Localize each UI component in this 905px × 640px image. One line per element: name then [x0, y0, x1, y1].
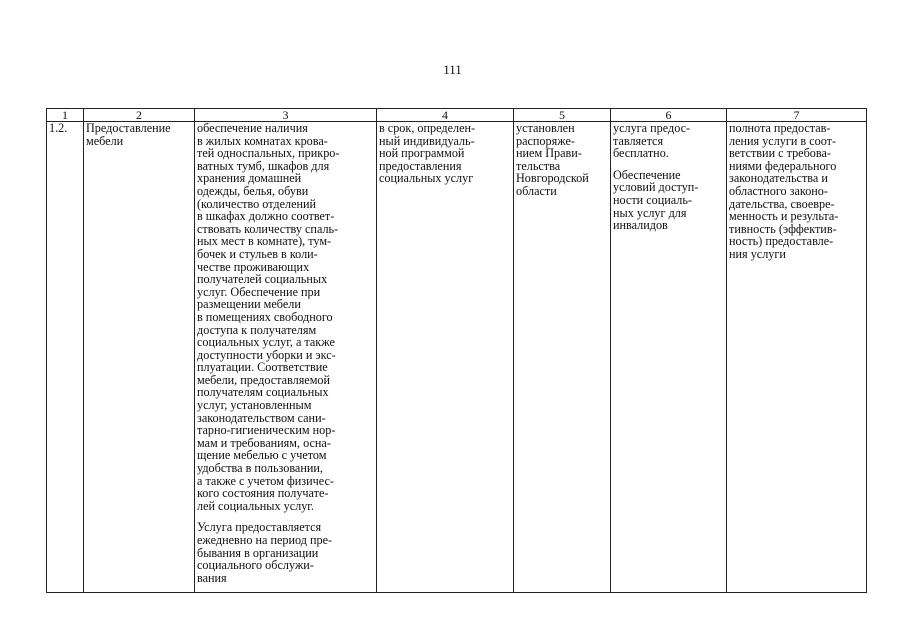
text-line: в жилых комнатах крова-: [197, 133, 328, 148]
text-line: ления услуги в соот-: [729, 133, 837, 148]
standard-paragraph: [197, 521, 374, 584]
text-line: мам и требованиям, осна-: [197, 435, 331, 450]
service-name: [86, 122, 192, 147]
text-line: тарно-гигиеническим нор-: [197, 423, 336, 438]
text-line: (количество отделений: [197, 196, 317, 211]
basis-text: [516, 122, 608, 198]
standard-paragraph: [197, 122, 374, 512]
text-line: тивность (эффектив-: [729, 221, 837, 236]
page-number: 111: [443, 62, 462, 77]
payment-cell: [611, 122, 727, 593]
text-line: в срок, определен-: [379, 121, 476, 135]
text-line: ных мест в комнате), тум-: [197, 234, 332, 249]
text-line: Услуга предоставляется: [197, 520, 322, 535]
text-line: тей односпальных, прикро-: [197, 146, 340, 161]
text-line: ных услуг для: [613, 205, 687, 220]
text-line: доступа к получателям: [197, 322, 317, 337]
text-line: дательства, своевре-: [729, 196, 835, 211]
table-row: [47, 122, 867, 593]
text-line: ния услуги: [729, 246, 786, 261]
text-line: ватных тумб, шкафов для: [197, 158, 330, 173]
term-text: [379, 122, 511, 185]
text-line: кого состояния получате-: [197, 486, 329, 501]
text-line: социального обслужи-: [197, 558, 314, 573]
text-line: одежды, белья, обуви: [197, 183, 309, 198]
text-line: плуатации. Соответствие: [197, 360, 328, 375]
text-line: Обеспечение: [613, 167, 681, 182]
column-header: 2: [84, 109, 195, 122]
text-line: бывания в организации: [197, 545, 319, 560]
text-line: мебели, предоставляемой: [197, 372, 331, 387]
text-line: предоставления: [379, 158, 462, 173]
text-line: в шкафах должно соответ-: [197, 209, 335, 224]
payment-paragraph: [613, 169, 724, 232]
text-line: бесплатно.: [613, 146, 669, 161]
text-line: размещении мебели: [197, 297, 301, 312]
text-line: тавляется: [613, 133, 664, 148]
text-line: распоряже-: [516, 133, 575, 148]
text-line: услуг. Обеспечение при: [197, 284, 321, 299]
text-line: ной программой: [379, 146, 465, 161]
text-line: условий доступ-: [613, 180, 699, 195]
term-cell: [377, 122, 514, 593]
text-line: ности социаль-: [613, 192, 692, 207]
text-line: тельства: [516, 158, 561, 173]
text-line: социальных услуг, а также: [197, 335, 335, 350]
column-header: 7: [727, 109, 867, 122]
text-line: а также с учетом физичес-: [197, 473, 334, 488]
basis-cell: [514, 122, 611, 593]
text-line: обеспечение наличия: [197, 121, 308, 135]
text-line: удобства в пользовании,: [197, 461, 323, 476]
text-line: Новгородской: [516, 171, 589, 186]
standard-cell: [195, 122, 377, 593]
column-header: 6: [611, 109, 727, 122]
text-line: областного законо-: [729, 183, 828, 198]
text-line: законодательства и: [729, 171, 828, 186]
payment-paragraph: [613, 122, 724, 160]
text-line: мебели: [86, 133, 124, 148]
text-line: получателям социальных: [197, 385, 329, 400]
text-line: Предоставление: [86, 121, 171, 135]
quality-text: [729, 122, 864, 261]
text-line: ветствии с требова-: [729, 146, 831, 161]
text-line: ный индивидуаль-: [379, 133, 475, 148]
text-line: получателей социальных: [197, 272, 328, 287]
text-line: полнота предостав-: [729, 121, 831, 135]
text-line: нием Прави-: [516, 146, 582, 161]
text-line: социальных услуг: [379, 171, 474, 186]
text-line: инвалидов: [613, 218, 668, 233]
text-line: в помещениях свободного: [197, 309, 333, 324]
column-header: 1: [47, 109, 84, 122]
quality-cell: [727, 122, 867, 593]
text-line: доступности уборки и экс-: [197, 347, 336, 362]
text-line: ежедневно на период пре-: [197, 533, 333, 547]
row-number: 1.2.: [49, 121, 68, 135]
services-table: [46, 108, 867, 593]
text-line: вания: [197, 570, 227, 585]
text-line: ниями федерального: [729, 158, 837, 173]
text-line: менность и результа-: [729, 209, 839, 224]
text-line: услуга предос-: [613, 121, 691, 135]
text-line: области: [516, 183, 557, 198]
text-line: законодательством сани-: [197, 410, 326, 425]
text-line: бочек и стульев в коли-: [197, 246, 318, 261]
text-line: услуг, установленным: [197, 398, 312, 413]
text-line: хранения домашней: [197, 171, 302, 186]
service-name-cell: [84, 122, 195, 593]
text-line: установлен: [516, 121, 575, 135]
column-header: 5: [514, 109, 611, 122]
text-line: честве проживающих: [197, 259, 310, 274]
column-number-row: [47, 109, 867, 122]
column-header: 4: [377, 109, 514, 122]
text-line: ствовать количеству спаль-: [197, 221, 339, 236]
column-header: 3: [195, 109, 377, 122]
row-number-cell: [47, 122, 84, 593]
text-line: лей социальных услуг.: [197, 498, 314, 513]
text-line: ность) предоставле-: [729, 234, 834, 249]
text-line: щение мебелью с учетом: [197, 448, 327, 463]
